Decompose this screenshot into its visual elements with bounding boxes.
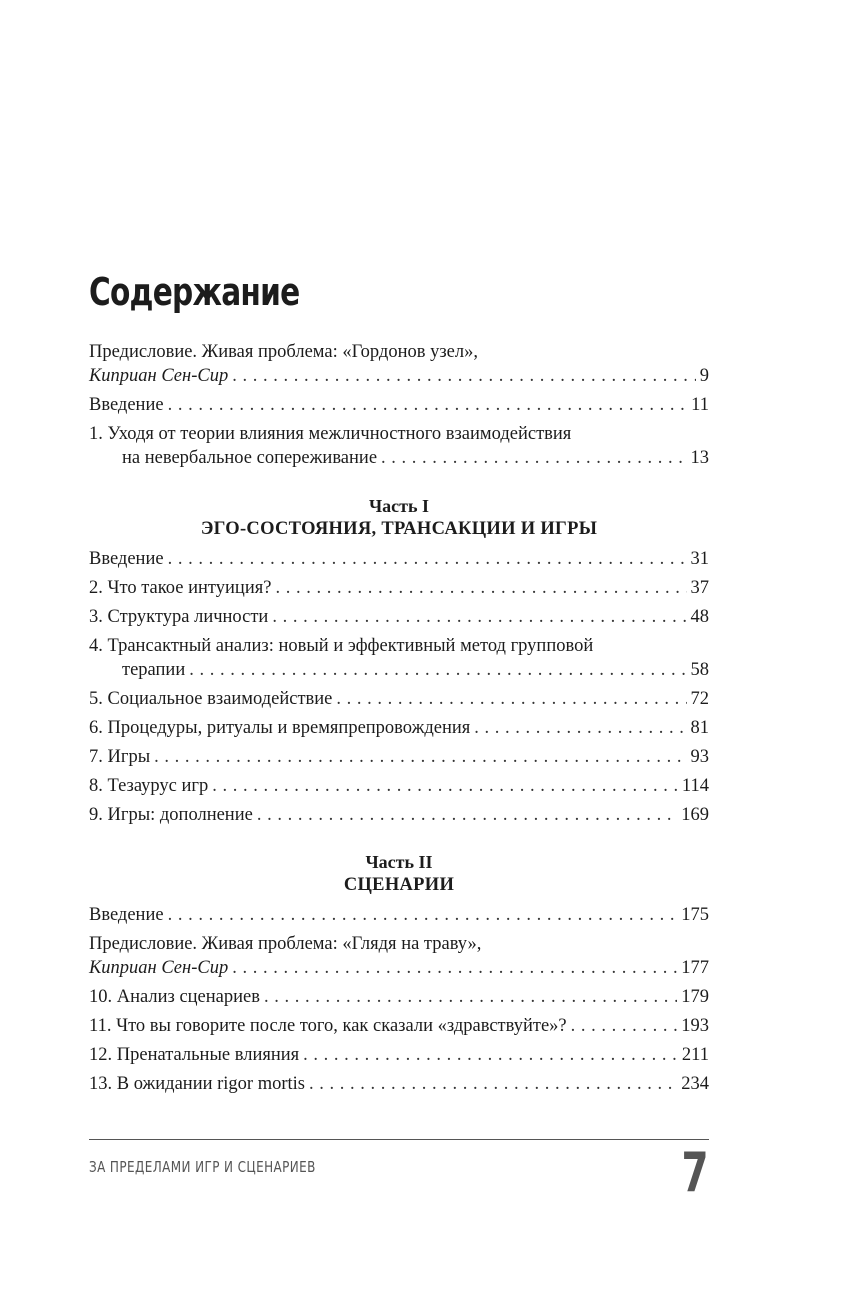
toc-page-number: 48: [690, 607, 709, 627]
toc-entry: [89, 932, 709, 980]
part-label: Часть I: [368, 496, 430, 516]
toc-page-number: 31: [690, 549, 709, 569]
dot-leader: [275, 576, 686, 600]
toc-entry: [89, 634, 709, 682]
toc-page-number: 114: [681, 776, 709, 796]
toc-entry: [89, 903, 709, 927]
toc-entry: [89, 422, 709, 470]
toc-entry: [89, 340, 709, 388]
toc-page-number: 13: [690, 448, 709, 468]
page-title: Содержание: [89, 270, 300, 314]
toc-page-number: 58: [690, 660, 709, 680]
toc-entry: [89, 774, 709, 798]
toc-entry-title: Введение: [89, 905, 164, 925]
toc-entry: [89, 716, 709, 740]
dot-leader: [571, 1014, 678, 1038]
dot-leader: [154, 745, 686, 769]
dot-leader: [189, 658, 686, 682]
book-page: [89, 0, 709, 1312]
toc-entry-title: 7. Игры: [89, 747, 151, 767]
toc-page-number: 193: [681, 1016, 709, 1036]
toc-entry-title: 10. Анализ сценариев: [89, 987, 260, 1007]
toc-part-1: [89, 495, 709, 832]
dot-leader: [303, 1043, 678, 1067]
toc-entry-title: 4. Трансактный анализ: новый и эффективный метод групповой: [89, 636, 594, 656]
toc-page-number: 177: [681, 958, 709, 978]
toc-entry-title: Введение: [89, 395, 164, 415]
footer-divider: [89, 1139, 709, 1140]
toc-page-number: 37: [690, 578, 709, 598]
toc-entry: [89, 687, 709, 711]
toc-page-number: 93: [690, 747, 709, 767]
toc-entry-title: 6. Процедуры, ритуалы и времяпрепровождения: [89, 718, 471, 738]
toc-entry: [89, 1043, 709, 1067]
dot-leader: [474, 716, 686, 740]
toc-page-number: 211: [681, 1045, 709, 1065]
toc-entry-title: 8. Тезаурус игр: [89, 776, 209, 796]
part-name: СЦЕНАРИИ: [343, 875, 455, 895]
dot-leader: [232, 364, 696, 388]
toc-entry: [89, 745, 709, 769]
toc-entry: [89, 393, 709, 417]
toc-entry-title: 12. Пренатальные влияния: [89, 1045, 300, 1065]
toc-page-number: 72: [690, 689, 709, 709]
dot-leader: [309, 1072, 677, 1096]
toc-entry-title: 11. Что вы говорите после того, как сказали «здравствуйте»?: [89, 1016, 567, 1036]
toc-entry-author: Киприан Сен-Сир: [89, 366, 229, 386]
toc-entry-title: 1. Уходя от теории влияния межличностного взаимодействия: [89, 424, 572, 444]
toc-entry-author: Киприан Сен-Сир: [89, 958, 229, 978]
dot-leader: [257, 803, 677, 827]
toc-page-number: 169: [681, 805, 709, 825]
part-heading: [89, 495, 709, 541]
toc-entry-title: 2. Что такое интуиция?: [89, 578, 272, 598]
dot-leader: [272, 605, 686, 629]
toc-entry: [89, 1072, 709, 1096]
part-label: Часть II: [365, 852, 433, 872]
toc-page-number: 175: [681, 905, 709, 925]
toc-part-2: [89, 851, 709, 1101]
toc-entry-title: 9. Игры: дополнение: [89, 805, 253, 825]
running-title: ЗА ПРЕДЕЛАМИ ИГР И СЦЕНАРИЕВ: [89, 1158, 316, 1176]
toc-entry-title: 13. В ожидании rigor mortis: [89, 1074, 306, 1094]
toc-entry-title: 5. Социальное взаимодействие: [89, 689, 333, 709]
toc-entry-title-cont: терапии: [122, 660, 186, 680]
toc-entry: [89, 547, 709, 571]
folio-page-number: 7: [681, 1141, 709, 1204]
toc-entry: [89, 605, 709, 629]
toc-entry: [89, 576, 709, 600]
dot-leader: [336, 687, 686, 711]
toc-page-number: 11: [691, 395, 709, 415]
dot-leader: [168, 903, 678, 927]
toc-entry-title: Предисловие. Живая проблема: «Глядя на траву»,: [89, 934, 482, 954]
dot-leader: [212, 774, 678, 798]
toc-intro-section: [89, 340, 709, 475]
toc-page-number: 179: [681, 987, 709, 1007]
toc-page-number: 234: [681, 1074, 709, 1094]
part-heading: [89, 851, 709, 897]
toc-entry-title: 3. Структура личности: [89, 607, 269, 627]
toc-entry: [89, 985, 709, 1009]
toc-entry-title: Введение: [89, 549, 164, 569]
toc-page-number: 9: [699, 366, 709, 386]
toc-entry-title-cont: на невербальное сопереживание: [122, 448, 378, 468]
dot-leader: [232, 956, 677, 980]
dot-leader: [264, 985, 677, 1009]
toc-entry-title: Предисловие. Живая проблема: «Гордонов узел»,: [89, 342, 478, 362]
toc-entry: [89, 803, 709, 827]
dot-leader: [168, 547, 687, 571]
dot-leader: [381, 446, 686, 470]
toc-entry: [89, 1014, 709, 1038]
dot-leader: [168, 393, 688, 417]
part-name: ЭГО-СОСТОЯНИЯ, ТРАНСАКЦИИ И ИГРЫ: [200, 519, 598, 539]
toc-page-number: 81: [690, 718, 709, 738]
